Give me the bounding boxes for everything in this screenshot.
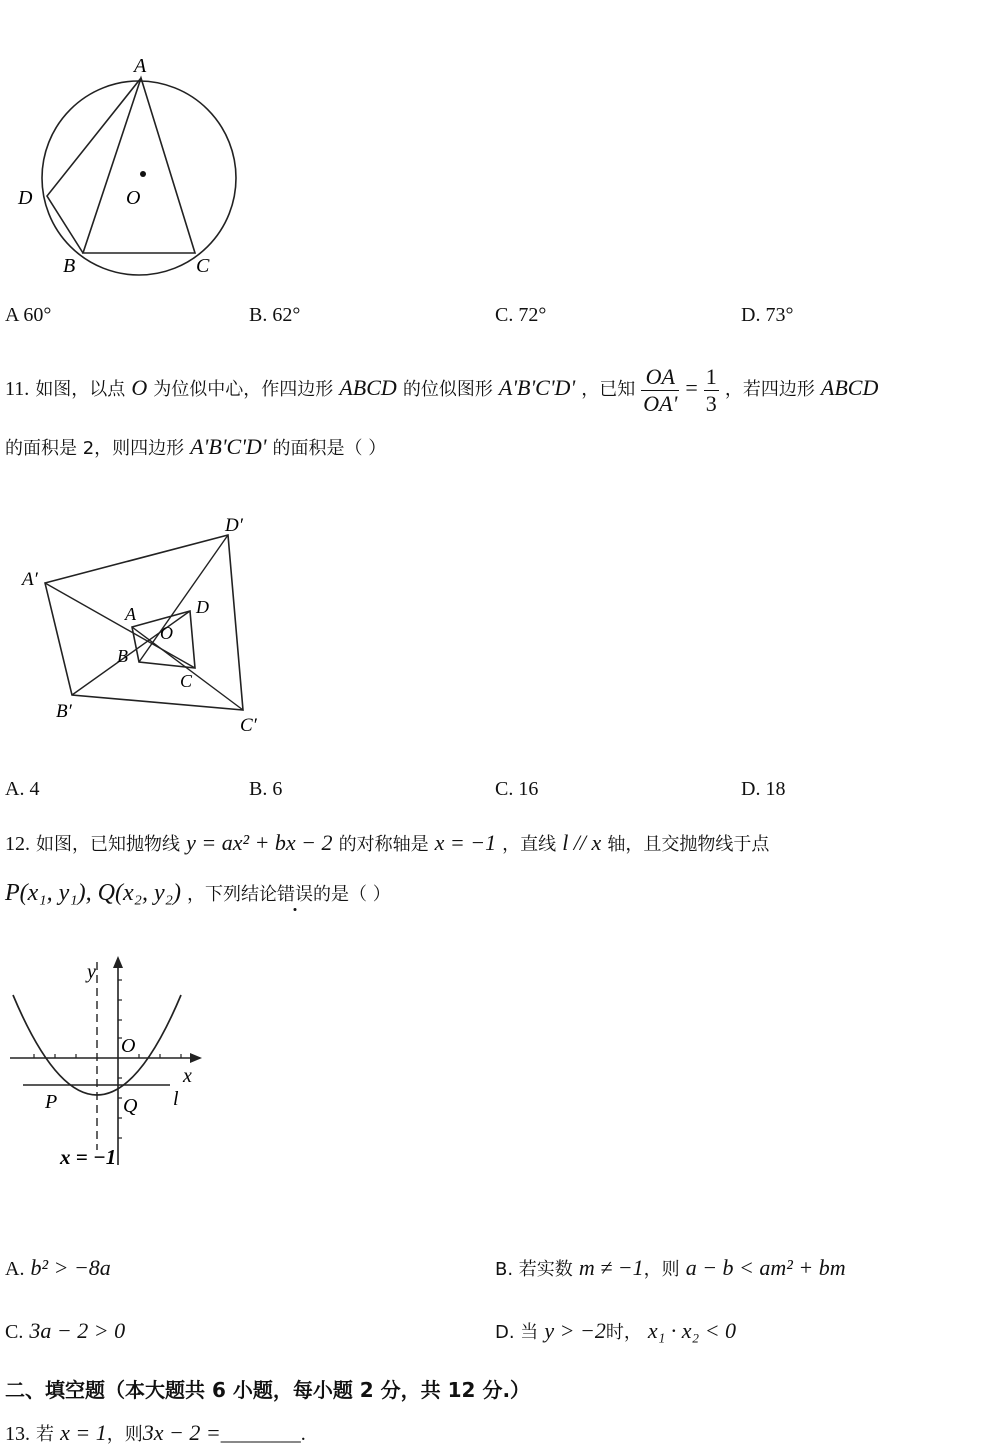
q12-parabola-figure: [5, 950, 220, 1175]
q12-option-d-mid: 时，: [605, 1322, 642, 1343]
q12-text6: 的是（ ）: [313, 884, 391, 905]
q11-frac-den: OA': [643, 390, 678, 416]
q12-option-a: [5, 1255, 111, 1281]
q13-answer-blank[interactable]: ________: [220, 1423, 301, 1445]
q11-label-c: C: [180, 671, 193, 691]
q12-option-d: [495, 1318, 736, 1344]
q11-quad-2: ABCD: [820, 375, 879, 400]
q10-circle: [42, 81, 236, 275]
q12-option-b-mid: ，则: [643, 1259, 680, 1280]
q11-text3: 的位似图形: [402, 379, 493, 400]
q11-option-d: D. 18: [741, 778, 786, 800]
q11-homothety-figure: [10, 505, 280, 740]
q11-line1: [5, 360, 878, 420]
q10-circle-figure: [10, 50, 250, 280]
q11-label-d-prime: D′: [225, 515, 243, 536]
q12-text1: 如图，已知抛物线: [36, 834, 181, 855]
q11-number: 11.: [5, 378, 30, 400]
q13-text1: 若: [36, 1424, 55, 1445]
q10-option-d: D. 73°: [741, 304, 794, 326]
q11-option-b: B. 6: [249, 778, 283, 800]
q11-text5: ，若四边形: [724, 379, 815, 400]
q12-text2: 的对称轴是: [338, 834, 429, 855]
q10-option-c: C. 72°: [495, 304, 547, 326]
q13-number: 13.: [5, 1423, 30, 1445]
q12-equation: y = ax² + bx − 2: [186, 830, 333, 855]
q12-label-x: x: [183, 1065, 192, 1087]
q11-label-c-prime: C′: [240, 715, 257, 736]
q12-option-d-label: D. 当: [495, 1322, 539, 1343]
q12-axis: x = −1: [434, 830, 497, 855]
q11-ratio-den: 3: [705, 390, 717, 416]
q12-label-y: y: [87, 961, 96, 983]
q11-ray-c: [132, 627, 243, 710]
q12-number: 12.: [5, 833, 30, 855]
q11-outer-quad: [45, 535, 243, 710]
q11-text4: ，已知: [581, 379, 636, 400]
q12-label-l: l: [173, 1088, 179, 1110]
q10-label-c: C: [196, 255, 210, 277]
q11-option-a: A. 4: [5, 778, 40, 800]
q12-line1: [5, 830, 769, 856]
q12-option-a-math: b² > −8a: [30, 1255, 111, 1280]
q12-text4: 轴，且交抛物线于点: [607, 834, 770, 855]
q12-option-d-cond: y > −2: [544, 1318, 606, 1343]
q13-text2: ，则: [106, 1424, 143, 1445]
q12-option-d-math: x₁ · x₂ < 0: [647, 1318, 737, 1343]
q13-line: [5, 1420, 306, 1446]
q10-label-b: B: [63, 255, 76, 277]
q11-label-b-prime: B′: [56, 701, 72, 722]
q11-option-c: C. 16: [495, 778, 539, 800]
q12-text3: ，直线: [502, 834, 557, 855]
q11-label-a-prime: A′: [22, 569, 38, 590]
q12-option-b-cond: m ≠ −1: [578, 1255, 644, 1280]
q10-label-d: D: [18, 187, 33, 209]
q11-label-d: D: [196, 597, 209, 617]
q11-quad-prime: A'B'C'D': [498, 375, 576, 400]
q11-line2: [5, 434, 386, 460]
q12-option-b-label: B. 若实数: [495, 1259, 573, 1280]
q12-label-o: O: [121, 1035, 136, 1057]
q10-center-dot: [140, 171, 146, 177]
q11-fraction-ratio: [704, 364, 719, 417]
q12-option-b: [495, 1255, 846, 1281]
q12-text5: ，下列结论: [187, 884, 277, 905]
q11-frac-num: OA: [641, 364, 679, 391]
q11-text2: 为位似中心，作四边形: [153, 379, 334, 400]
q12-option-c: [5, 1318, 125, 1344]
q11-text6: 的面积是 2，则四边形: [5, 438, 185, 459]
q13-expr: 3x − 2 =: [142, 1420, 221, 1445]
q11-ratio-num: 1: [705, 363, 717, 389]
q10-label-a: A: [134, 55, 147, 77]
q11-fraction-oa: [641, 364, 679, 417]
q11-center-o: O: [131, 375, 148, 400]
q12-label-p: P: [45, 1091, 58, 1113]
q12-option-c-label: C.: [5, 1321, 24, 1343]
q12-y-arrow: [113, 956, 123, 968]
q13-cond: x = 1: [60, 1420, 107, 1445]
q10-triangle-abc: [83, 78, 195, 253]
q11-quad: ABCD: [339, 375, 397, 400]
q12-option-a-label: A.: [5, 1258, 25, 1280]
q12-option-b-math: a − b < am² + bm: [685, 1255, 846, 1280]
q11-equals: =: [685, 375, 698, 400]
q12-emphasis-wrong: 错误: [277, 884, 313, 905]
section-heading-fill-blank: 二、填空题（本大题共 6 小题，每小题 2 分，共 12 分.）: [5, 1378, 531, 1402]
q12-line-l: l // x: [562, 830, 602, 855]
q12-x-arrow: [190, 1053, 202, 1063]
q12-label-axis-eq: x = −1: [60, 1145, 117, 1169]
q11-text7: 的面积是（ ）: [272, 438, 387, 459]
q10-option-a: A 60°: [5, 304, 52, 326]
q12-points: P(x₁, y₁), Q(x₂, y₂): [5, 880, 181, 906]
q11-label-o: O: [160, 623, 173, 643]
q12-label-q: Q: [123, 1095, 138, 1117]
q11-quad-prime-2: A'B'C'D': [190, 434, 267, 459]
q10-label-o: O: [126, 187, 141, 209]
q11-label-b: B: [117, 646, 128, 666]
q12-option-c-math: 3a − 2 > 0: [29, 1318, 126, 1343]
q10-option-b: B. 62°: [249, 304, 301, 326]
q13-end: .: [300, 1423, 306, 1445]
q11-label-a: A: [125, 604, 136, 624]
q11-text1: 如图，以点: [35, 379, 126, 400]
q10-segments-ad-db: [47, 78, 141, 253]
q12-line2: [5, 880, 391, 907]
